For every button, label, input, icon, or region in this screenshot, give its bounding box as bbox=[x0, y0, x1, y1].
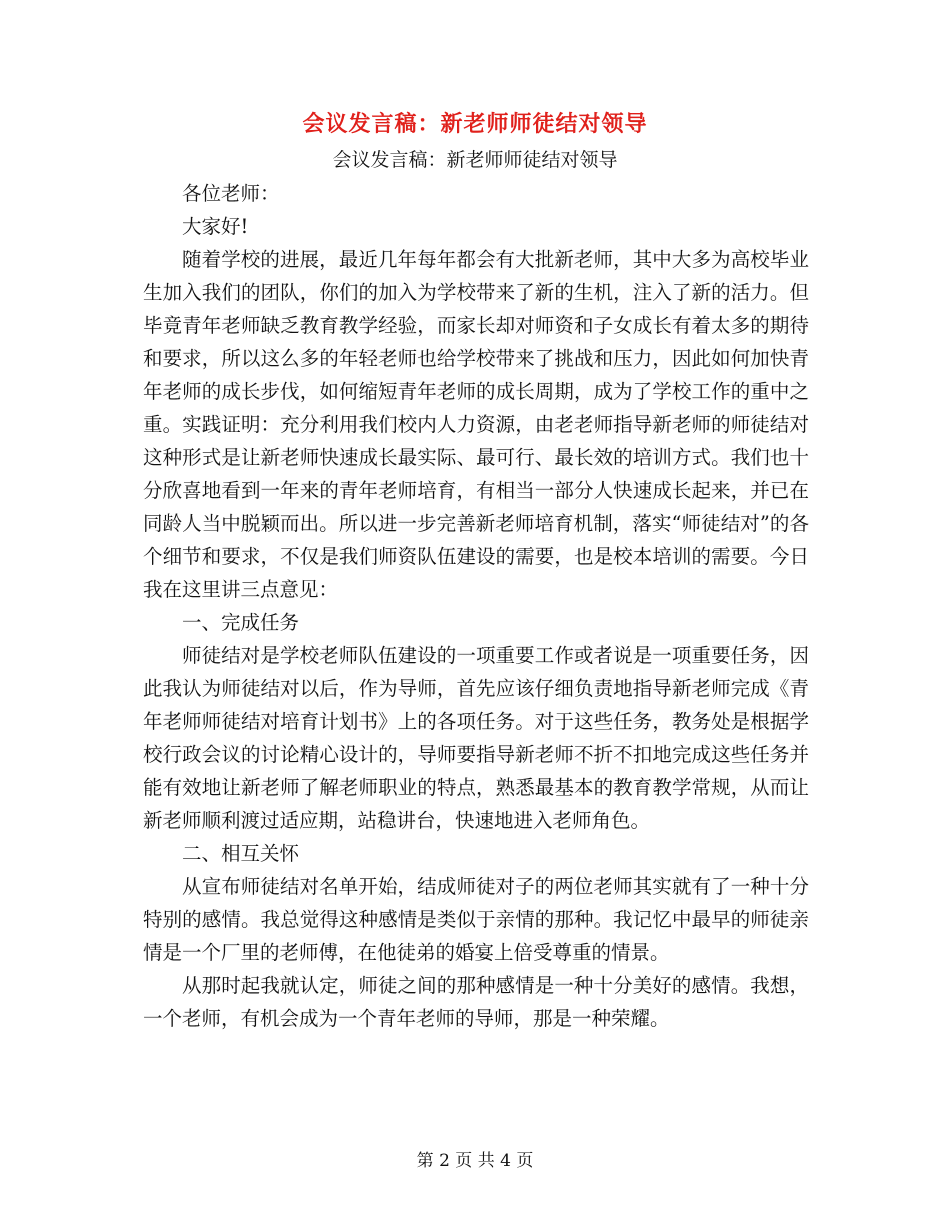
document-subtitle: 会议发言稿：新老师师徒结对领导 bbox=[332, 149, 618, 171]
page-number-footer: 第 2 页 共 4 页 bbox=[416, 1151, 534, 1171]
paragraph: 师徒结对是学校老师队伍建设的一项重要工作或者说是一项重要任务，因此我认为师徒结对以后，作为导师，首先应该仔细负责地指导新老师完成《青年老师师徒结对培育计划书》上的各项任务。对于这些任务，教务处是根据学校行政会议的讨论精心设计的，导师要指导新老师不折不扣地完成这些任务并能有效地让新老师了解老师职业的特点，熟悉最基本的教育教学常规，从而让新老师顺利渡过适应期，站稳讲台，快速地进入老师角色。 bbox=[143, 644, 809, 832]
paragraph: 从那时起我就认定，师徒之间的那种感情是一种十分美好的感情。我想，一个老师，有机会成为一个青年老师的导师，那是一种荣耀。 bbox=[143, 974, 809, 1030]
paragraph: 从宣布师徒结对名单开始，结成师徒对子的两位老师其实就有了一种十分特别的感情。我总觉得这种感情是类似于亲情的那种。我记忆中最早的师徒亲情是一个厂里的老师傅，在他徒弟的婚宴上倍受尊重的情景。 bbox=[143, 875, 809, 964]
greeting: 各位老师： bbox=[182, 182, 280, 205]
document-title: 会议发言稿：新老师师徒结对领导 bbox=[302, 111, 648, 137]
document-body bbox=[143, 177, 809, 1035]
paragraph: 随着学校的进展，最近几年每年都会有大批新老师，其中大多为高校毕业生加入我们的团队，你们的加入为学校带来了新的生机，注入了新的活力。但毕竟青年老师缺乏教育教学经验，而家长却对师资和子女成长有着太多的期待和要求，所以这么多的年轻老师也给学校带来了挑战和压力，因此如何加快青年老师的成长步伐，如何缩短青年老师的成长周期，成为了学校工作的重中之重。实践证明：充分利用我们校内人力资源，由老老师指导新老师的师徒结对这种形式是让新老师快速成长最实际、最可行、最长效的培训方式。我们也十分欣喜地看到一年来的青年老师培育，有相当一部分人快速成长起来，并已在同龄人当中脱颖而出。所以进一步完善新老师培育机制，落实“师徒结对”的各个细节和要求，不仅是我们师资队伍建设的需要，也是校本培训的需要。今日我在这里讲三点意见： bbox=[143, 248, 809, 601]
section-heading: 一、完成任务 bbox=[182, 611, 300, 634]
salutation: 大家好! bbox=[182, 215, 249, 238]
section-heading: 二、相互关怀 bbox=[182, 842, 300, 865]
